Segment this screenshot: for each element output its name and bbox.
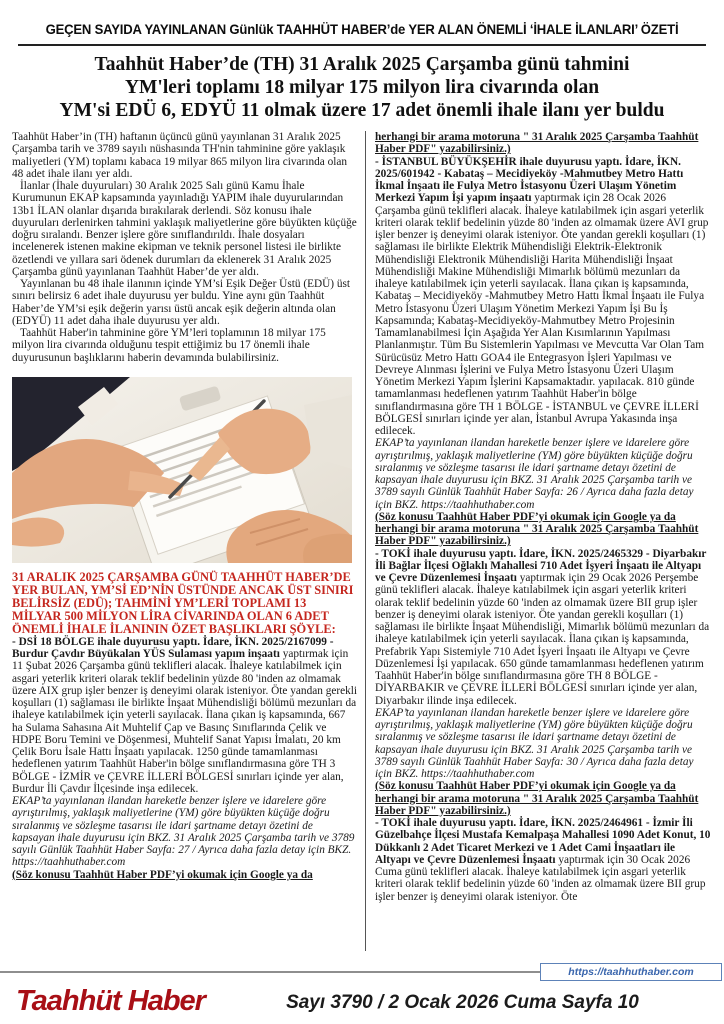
pdf-instruction-full-2: (Söz konusu Taahhüt Haber PDF’yi okumak için Google ya da herhangi bir arama motoruna " 31 Aralık 2025 Çarşamba Taahhüt Haber PDF" yazabilirsiniz.) xyxy=(375,780,699,817)
tender-entry-toki-diyarbakir-lead: - TOKİ ihale duyurusu yaptı. İdare, İKN. 2025/2465329 - Diyarbakır İli Bağlar İlçesi Oğlaklı Mahallesi 710 Adet İşyeri İnşaatı ile Altyapı ve Çevre Düzenlemesi İnşaatı xyxy=(375,547,707,584)
article-photo xyxy=(12,377,352,563)
tender-entry-istanbul-lead: - İSTANBUL BÜYÜKŞEHİR ihale duyurusu yaptı. İdare, İKN. 2025/601942 - Kabataş – Mecidiyeköy -Mahmutbey Metro Hattı İkmal İnşaatı ile Fulya Metro İstasyonu Üzeri Ulaşım Yönetim Merkezi Yapım İşi yapım inşaatı xyxy=(375,155,684,205)
tender-entry-dsi xyxy=(12,636,358,795)
headline-line-1: Taahhüt Haber’de (TH) 31 Aralık 2025 Çarşamba günü tahmini xyxy=(94,54,630,75)
issue-date-page-line: Sayı 3790 / 2 Ocak 2026 Cuma Sayfa 10 xyxy=(286,992,639,1013)
header-divider xyxy=(18,44,706,46)
edu-section-heading: 31 ARALIK 2025 ÇARŞAMBA GÜNÜ TAAHHÜT HABER’DE YER BULAN, YM’Sİ ED’NİN ÜSTÜNDE ANCAK ÜST SINIRI BELİRSİZ (EDÜ); TAHMİNİ YM’LERİ TOPLAMI 13 MİLYAR 500 MİLYON LİRA CİVARINDA OLAN 6 ADET ÖNEMLİ İHALE İLANININ ÖZET BAŞLIKLARI ŞÖYLE: xyxy=(12,569,354,636)
pdf-instruction-full-1: (Söz konusu Taahhüt Haber PDF’yi okumak için Google ya da herhangi bir arama motoruna " 31 Aralık 2025 Çarşamba Taahhüt Haber PDF" yazabilirsiniz.) xyxy=(375,510,699,548)
tender-entry-toki-diyarbakir xyxy=(375,548,712,707)
left-column xyxy=(12,131,366,951)
tender-entry-istanbul xyxy=(375,156,712,438)
tender-entry-toki-izmir-body: yaptırmak için 30 Ocak 2026 Cuma günü teklifleri alacak. İhaleye katılabilmek için asgari yeterlik kriteri olarak teklif bedelinin yüzde 60 'inden az olmamak üzere BII grup işler benzer iş deneyimi olarak isteniyor. Öte xyxy=(375,853,706,903)
tender-entry-dsi-lead: - DSİ 18 BÖLGE ihale duyurusu yaptı. İdare, İKN. 2025/2167099 - Burdur Çavdır Büyükalan YÜS Sulaması yapım inşaatı xyxy=(12,635,334,660)
intro-paragraph-3: Yayınlanan bu 48 ihale ilanının içinde YM’si Eşik Değer Üstü (EDÜ) üst sınırı belirsiz 6 adet ihale duyurusu yer buldu. Yine aynı gün Taahhüt Haber’de YM’si eşik değerin yarısı üstü ancak eşik değerin altında olan (EDYÜ) 11 adet daha ihale duyurusu yer aldı. xyxy=(12,278,351,327)
pdf-instruction-part2: herhangi bir arama motoruna " 31 Aralık 2025 Çarşamba Taahhüt Haber PDF" yazabilirsiniz.) xyxy=(375,131,699,156)
taahhut-haber-logo: Taahhüt Haber xyxy=(16,985,205,1017)
tender-entry-toki-izmir xyxy=(375,817,712,903)
right-column xyxy=(366,131,712,951)
business-meeting-photo-illustration xyxy=(12,377,352,563)
intro-paragraph-2: İlanlar (İhale duyuruları) 30 Aralık 2025 Salı günü Kamu İhale Kurumunun EKAP kapsamında yayınladığı YAPIM ihale duyurularından 13b1 İLAN olanlar dışarıda bırakılarak derlendi. Söz konusu ihale duyuruları derlenirken tahmini yaklaşık maliyetlerine göre büyükten küçüğe doğru sıralandı. Benzer işlere göre sınıflandırıldı. İhale dosyaları incelenerek istenen makine ekipman ve teknik personel listesi ile birlikte özetlendi ve yıllara sari ödenek durumları da eklenerek 31 Aralık 2025 Çarşamba günü yayınlanan Taahhüt Haber’de yer aldı. xyxy=(12,180,357,278)
ekap-note-page30: EKAP’ta yayınlanan ilandan hareketle benzer işlere ve idarelere göre ayrıştırılmış, yaklaşık maliyetlerine (YM) göre büyükten küçüğe doğru sıralanmış ve sözleşme tasarısı ile idari şartname detayı özetini de kapsayan ihale duyurusu için BKZ. 31 Aralık 2025 Çarşamba tarih ve 3789 sayılı Günlük Taahhüt Haber Sayfa: 30 / Ayrıca daha fazla detay için BKZ. https://taahhuthaber.com xyxy=(375,706,694,780)
website-link[interactable]: https://taahhuthaber.com xyxy=(540,963,722,981)
tender-entry-toki-izmir-lead: - TOKİ ihale duyurusu yaptı. İdare, İKN. 2025/2464961 - İzmir İli Güzelbahçe İlçesi Mustafa Kemalpaşa Mahallesi 1090 Adet Konut, 10 Dükkanlı 2 Adet Ticaret Merkezi ve 1 Adet Cami İnşaatları ile Altyapı ve Çevre Düzenlemesi İnşaatı xyxy=(375,817,711,866)
page-title xyxy=(0,53,724,122)
footer-bottom-row xyxy=(0,986,724,1016)
headline-line-3: YM'si EDÜ 6, EDYÜ 11 olmak üzere 17 adet önemli ihale ilanı yer buldu xyxy=(59,100,665,121)
ekap-note-page27: EKAP’ta yayınlanan ilandan hareketle benzer işlere ve idarelere göre ayrıştırılmış, yaklaşık maliyetlerine (YM) göre büyükten küçüğe doğru sıralanmış ve sözleşme tasarısı ile idari şartname detayı özetini de kapsayan ihale duyurusu için BKZ. 31 Aralık 2025 Çarşamba tarih ve 3789 sayılı Günlük Taahhüt Haber Sayfa: 27 / Ayrıca daha fazla detay için BKZ. https://taahhuthaber.com xyxy=(12,795,355,869)
footer-rule-row xyxy=(0,960,724,984)
footer-divider-line xyxy=(0,971,540,973)
tender-entry-dsi-body: yaptırmak için 11 Şubat 2026 Çarşamba günü teklifleri alacak. İhaleye katılabilmek için asgari yeterlik kriteri olarak teklif bedelinin yüzde 80 'inden az olmamak üzere AIX grup işler benzer iş deneyimi olarak isteniyor. Öte yandan gerekli koşulları (1) sağlaması ile birlikte İnşaat Mühendisliği bölümü mezunları da ihaleye katılabilmek için yeterli sayılacak. İlana çıkan iş kapsamında, 667 ha Sulama Sahasına Ait Muhtelif Çap ve Basınç Sınıflarında Çelik ve HDPE Boru Temini ve Döşenmesi, Muhtelif Sanat Yapısı İmalatı, 20 km Çelik Boru İsale Hattı İnşaatı yapılacak. 1250 günde tamamlanması hedeflenen yatırım Taahhüt Haber'in bölge sınıflandırmasına göre TH 3 BÖLGE - İZMİR ve ÇEVRE İLLERİ BÖLGESİ sınırları içinde yer alan, Burdur İli Çavdır İlçesinde inşa edilecek. xyxy=(12,648,358,795)
page-footer xyxy=(0,960,724,1016)
tender-entry-istanbul-body: yaptırmak için 28 Ocak 2026 Çarşamba günü teklifleri alacak. İhaleye katılabilmek için asgari yeterlik kriteri olarak teklif bedelinin yüzde 80 'inden az olmamak üzere AVI grup işler benzer iş deneyimi olarak isteniyor. Öte yandan gerekli koşulları (1) sağlaması ile birlikte Elektrik Mühendisliği Elektrik-Elektronik Mühendisliği Elektronik Mühendisliği Harita Mühendisliği İnşaat Mühendisliği Makine Mühendisliği Mimarlık bölümü mezunları da ihaleye katılabilmek için yeterli sayılacak. İlana çıkan iş kapsamında, Kabataş – Mecidiyeköy -Mahmutbey Metro Hattı İkmal İnşaatı ile Fulya Metro İstasyonu Üzeri Ulaşım Yönetim Merkezi Yapım İşi Bu İş Kapsamında; Kabataş-Mecidiyeköy-Mahmutbey Metro Projesinin Tamamlanabilmesi İçin Aşağıda Yer Alan Kısımlarının Yapılması Planlanmıştır. Tüm Bu Sistemlerin Yapılması ve Mevcutta Var Olan Tam Sürücüsüz Metro Hattı GOA4 ile Entegrasyon İşleri Yapılması ve Devreye Alınması İşlerini ve Fulya Metro İstasyonu Üzeri Ulaşım Yönetim Merkezi Yapım İşlerini Kapsamaktadır. yapılacak. 810 günde tamamlanması hedeflenen yatırım Taahhüt Haber'in bölge sınıflandırmasına göre TH 1 BÖLGE - İSTANBUL ve ÇEVRE İLLERİ BÖLGESİ sınırları içinde yer alan, İstanbul Avrupa Yakasında inşa edilecek. xyxy=(375,192,709,437)
article-columns xyxy=(12,131,712,951)
ekap-note-page26: EKAP’ta yayınlanan ilandan hareketle benzer işlere ve idarelere göre ayrıştırılmış, yaklaşık maliyetlerine (YM) göre büyükten küçüğe doğru sıralanmış ve sözleşme tasarısı ile idari şartname detayı özetini de kapsayan ihale duyurusu için BKZ. 31 Aralık 2025 Çarşamba tarih ve 3789 sayılı Günlük Taahhüt Haber Sayfa: 26 / Ayrıca daha fazla detay için BKZ. https://taahhuthaber.com xyxy=(375,437,694,511)
pdf-instruction-part1: (Söz konusu Taahhüt Haber PDF’yi okumak için Google ya da xyxy=(12,868,313,881)
intro-paragraph-1: Taahhüt Haber’in (TH) haftanın üçüncü günü yayınlanan 31 Aralık 2025 Çarşamba tarih ve 3789 sayılı nüshasında TH'nin tahminine göre yaklaşık maliyetleri (YM) toplamı kabaca 19 milyar 865 milyon lira civarında olan 48 adet ihale ilanı yer aldı. xyxy=(12,131,348,180)
top-banner: GEÇEN SAYIDA YAYINLANAN Günlük TAAHHÜT HABER’de YER ALAN ÖNEMLİ ‘İHALE İLANLARI’ ÖZETİ xyxy=(45,22,679,37)
intro-paragraph-4: Taahhüt Haber'in tahminine göre YM’leri toplamının 18 milyar 175 milyon lira civarında olduğunu tespit ettiğimiz bu 17 önemli ihale duyurusunun başlıklarını haberin devamında bulabilirsiniz. xyxy=(12,327,326,364)
tender-entry-toki-diyarbakir-body: yaptırmak için 29 Ocak 2026 Perşembe günü teklifleri alacak. İhaleye katılabilmek için asgari yeterlik kriteri olarak teklif bedelinin yüzde 60 'inden az olmamak üzere BII grup işler benzer iş deneyimi olarak isteniyor. Öte yandan gerekli koşulları (1) sağlaması ile birlikte İnşaat Mühendisliği, Mimarlık bölümü mezunları da ihaleye katılabilmek için yeterli sayılacak. İlana çıkan iş kapsamında, Prefabrik Yapı Sistemiyle 710 Adet İşyeri İnşaatı ile Altyapı ve Çevre Düzenlemesi İşi yapılacak. 650 günde tamamlanması hedeflenen yatırım Taahhüt Haber'in bölge sınıflandırmasına göre TH 8 BÖLGE - DİYARBAKIR ve ÇEVRE İLLERİ BÖLGESİ sınırları içinde yer alan, Diyarbakır ilinde inşa edilecek. xyxy=(375,572,710,707)
headline-line-2: YM'leri toplamı 18 milyar 175 milyon lira civarında olan xyxy=(124,77,600,98)
